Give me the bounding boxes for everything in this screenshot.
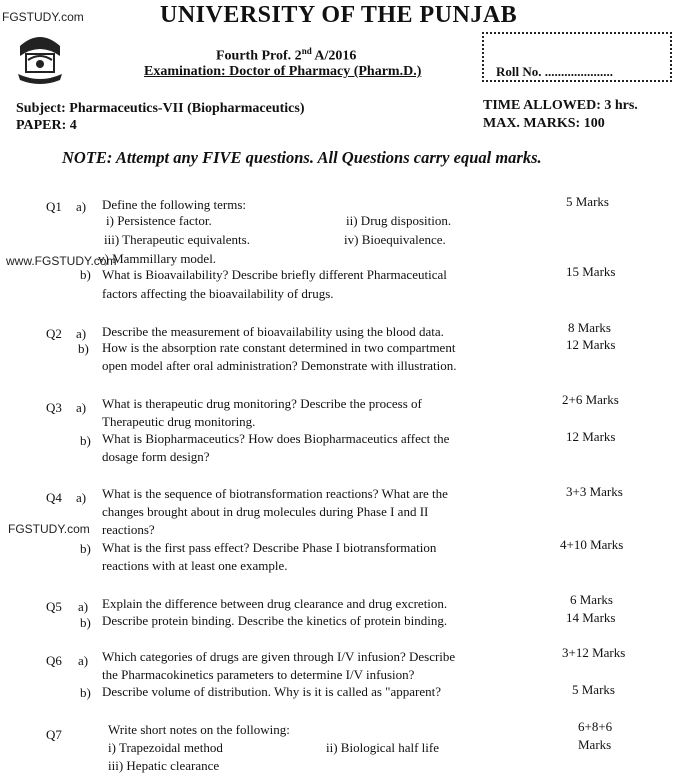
- question-text: open model after oral administration? Demonstrate with illustration.: [102, 358, 457, 373]
- note-item: ii) Biological half life: [326, 740, 439, 755]
- part-label: a): [78, 653, 89, 668]
- marks: 5 Marks: [566, 194, 609, 209]
- marks: 3+12 Marks: [562, 645, 626, 660]
- question-text: reactions?: [102, 522, 155, 537]
- marks: Marks: [578, 737, 612, 752]
- max-marks: MAX. MARKS: 100: [483, 116, 605, 131]
- question-text: Describe protein binding. Describe the kinetics of protein binding.: [102, 613, 448, 628]
- question-number: Q4: [46, 490, 62, 505]
- question-text: changes brought about in drug molecules during Phase I and II: [102, 504, 429, 519]
- marks: 2+6 Marks: [562, 392, 619, 407]
- part-label: b): [78, 341, 89, 356]
- question-text: factors affecting the bioavailability of drugs.: [102, 286, 334, 301]
- watermark: www.FGSTUDY.com: [6, 254, 117, 268]
- university-title: UNIVERSITY OF THE PUNJAB: [160, 2, 518, 28]
- term: v) Mammillary model.: [98, 251, 217, 266]
- question-number: Q1: [46, 199, 62, 214]
- question-number: Q6: [46, 653, 62, 668]
- question-text: reactions with at least one example.: [102, 558, 288, 573]
- question-number: Q2: [46, 326, 62, 341]
- part-label: b): [80, 615, 91, 630]
- question-text: Describe the measurement of bioavailability using the blood data.: [102, 324, 444, 339]
- examination-title: Examination: Doctor of Pharmacy (Pharm.D.): [144, 64, 422, 79]
- marks: 3+3 Marks: [566, 484, 623, 499]
- watermark: FGSTUDY.com: [8, 522, 90, 536]
- note-item: iii) Hepatic clearance: [108, 758, 220, 773]
- question-text: Describe volume of distribution. Why is it is called as "apparent?: [102, 684, 442, 699]
- term: iii) Therapeutic equivalents.: [104, 232, 250, 247]
- question-text: What is Biopharmaceutics? How does Biopharmaceutics affect the: [102, 431, 450, 446]
- question-text: dosage form design?: [102, 449, 210, 464]
- marks: 12 Marks: [566, 337, 616, 352]
- question-text: Which categories of drugs are given through I/V infusion? Describe: [102, 649, 456, 664]
- question-text: Explain the difference between drug clearance and drug excretion.: [102, 596, 448, 611]
- marks: 8 Marks: [568, 320, 611, 335]
- question-number: Q3: [46, 400, 62, 415]
- question-number: Q7: [46, 727, 62, 742]
- part-label: b): [80, 685, 91, 700]
- question-text: What is Bioavailability? Describe briefly different Pharmaceutical: [102, 267, 447, 282]
- marks: 5 Marks: [572, 682, 615, 697]
- marks: 12 Marks: [566, 429, 616, 444]
- term: i) Persistence factor.: [106, 213, 212, 228]
- part-label: b): [80, 541, 91, 556]
- question-text: What is therapeutic drug monitoring? Describe the process of: [102, 396, 422, 411]
- part-label: a): [76, 400, 87, 415]
- marks: 15 Marks: [566, 264, 616, 279]
- paper-number: PAPER: 4: [16, 118, 77, 133]
- watermark: FGSTUDY.com: [2, 10, 84, 24]
- term: ii) Drug disposition.: [346, 213, 452, 228]
- question-number: Q5: [46, 599, 62, 614]
- question-text: What is the sequence of biotransformation reactions? What are the: [102, 486, 448, 501]
- exam-year: Fourth Prof. 2nd A/2016: [216, 46, 357, 64]
- marks: 6+8+6: [578, 719, 613, 734]
- time-allowed: TIME ALLOWED: 3 hrs.: [483, 98, 638, 113]
- note: NOTE: Attempt any FIVE questions. All Questions carry equal marks.: [62, 148, 542, 167]
- question-text: the Pharmacokinetics parameters to determine I/V infusion?: [102, 667, 415, 682]
- subject: Subject: Pharmaceutics-VII (Biopharmaceutics): [16, 101, 305, 116]
- part-label: a): [78, 599, 89, 614]
- question-text: What is the first pass effect? Describe Phase I biotransformation: [102, 540, 437, 555]
- question-text: Write short notes on the following:: [108, 722, 290, 737]
- question-text: How is the absorption rate constant determined in two compartment: [102, 340, 456, 355]
- question-text: Therapeutic drug monitoring.: [102, 414, 256, 429]
- marks: 14 Marks: [566, 610, 616, 625]
- marks: 6 Marks: [570, 592, 613, 607]
- roll-number-box: Roll No. .....................: [482, 32, 672, 82]
- university-crest-icon: [14, 26, 66, 84]
- part-label: a): [76, 199, 87, 214]
- part-label: a): [76, 490, 87, 505]
- term: iv) Bioequivalence.: [344, 232, 446, 247]
- note-item: i) Trapezoidal method: [108, 740, 223, 755]
- part-label: b): [80, 267, 91, 282]
- question-text: Define the following terms:: [102, 197, 247, 212]
- part-label: b): [80, 433, 91, 448]
- marks: 4+10 Marks: [560, 537, 624, 552]
- part-label: a): [76, 326, 87, 341]
